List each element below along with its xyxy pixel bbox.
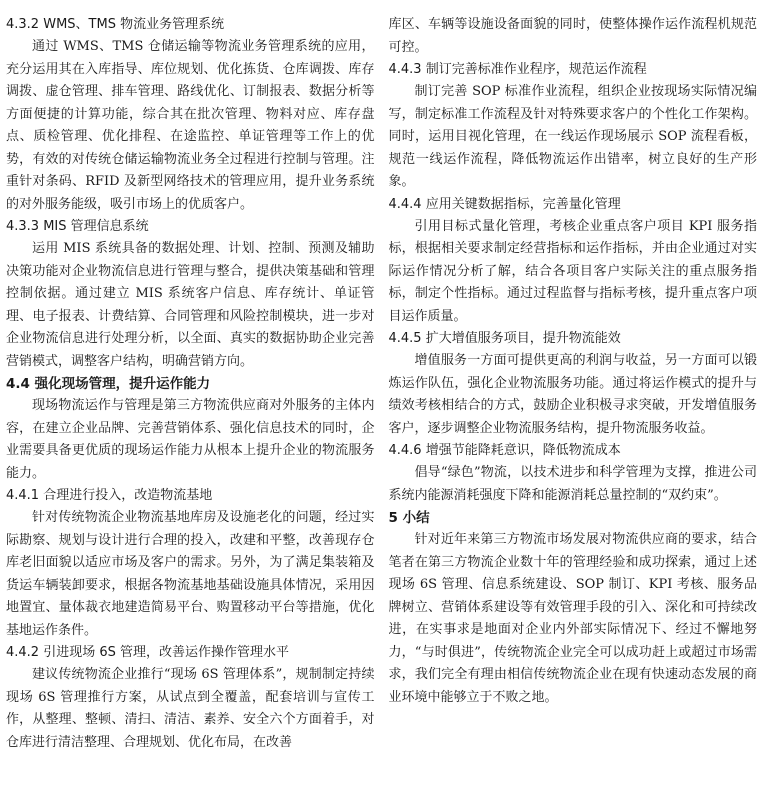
section-4-4-4-body: 引用目标式量化管理，考核企业重点客户项目 KPI 服务指标，根据相关要求制定经营指标和运作指标，并由企业通过对实际运作情况分析了解，结合各项目客户实际关注的重点服务指标，制定个性指标。通过过程监督与指标考核，提升重点客户项目运作质量。: [388, 218, 757, 324]
section-5-body: 针对近年来第三方物流市场发展对物流供应商的要求，结合笔者在第三方物流企业数十年的管理经验和成功探索，通过上述现场 6S 管理、信息系统建设、SOP 制订、KPI 考核、服务品牌树立、营销体系建设等有效管理手段的引入、深化和可持续改进，在实事求是地面对企业内外部实际情况下、经过不懈地努力，“与时俱进”，传统物流企业完全可以成功赶上或超过市场需求，我们完全有理由相信传统物流企业在现有快速动态发展的商业环境中能够立于不败之地。: [388, 532, 757, 705]
section-4-4-body: 现场物流运作与管理是第三方物流供应商对外服务的主体内容，在建立企业品牌、完善营销体系、强化信息技术的同时，企业需要具备更优质的现场运作能力从根本上提升企业的物流服务能力。: [6, 398, 375, 481]
section-4-4-6-body: 倡导“绿色”物流，以技术进步和科学管理为支撑，推进公司系统内能源消耗强度下降和能源消耗总量控制的“双约束”。: [388, 465, 757, 503]
section-4-3-3-heading: 4.3.3 MIS 管理信息系统: [6, 219, 149, 234]
right-column: [389, 14, 758, 794]
section-4-3-2-heading: 4.3.2 WMS、TMS 物流业务管理系统: [6, 17, 225, 32]
section-5-heading: 5 小结: [388, 510, 430, 526]
section-4-4-1-heading: 4.4.1 合理进行投入，改造物流基地: [6, 488, 213, 503]
section-4-4-6-heading: 4.4.6 增强节能降耗意识，降低物流成本: [388, 443, 621, 458]
section-4-4-2-body-continued: 库区、车辆等设施设备面貌的同时，使整体操作运作流程机规范可控。: [388, 17, 757, 55]
section-4-4-heading: 4.4 强化现场管理，提升运作能力: [6, 376, 211, 392]
section-4-3-2-body: 通过 WMS、TMS 仓储运输等物流业务管理系统的应用，充分运用其在入库指导、库位规划、优化拣货、仓库调拨、库存调拨、虚仓管理、排车管理、路线优化、订制报表、数据分析等方面便捷的计算功能，综合其在批次管理、物料对应、库存盘点、质检管理、优化排程、在途监控、单证管理等工作上的优势，有效的对传统仓储运输物流业务全过程进行控制与管理。注重针对条码、RFID 及新型网络技术的管理应用，提升业务系统的对外服务能级，吸引市场上的优质客户。: [6, 39, 375, 212]
section-4-4-2-heading: 4.4.2 引进现场 6S 管理，改善运作操作管理水平: [6, 645, 289, 660]
section-4-4-3-heading: 4.4.3 制订完善标准作业程序，规范运作流程: [388, 62, 647, 77]
left-column: [6, 14, 375, 794]
section-4-4-1-body: 针对传统物流企业物流基地库房及设施老化的问题，经过实际勘察、规划与设计进行合理的投入，改建和平整，改善现存仓库老旧面貌以适应市场及客户的需求。另外，为了满足集装箱及货运车辆装卸要求，根据各物流基地基础设施具体情况，采用因地置宜、量体裁衣地建造简易平台、购置移动平台等措施，优化基地运作条件。: [6, 510, 375, 638]
section-4-4-3-body: 制订完善 SOP 标准作业流程，组织企业按现场实际情况编写，制定标准工作流程及针对特殊要求客户的个性化工作架构。同时，运用目视化管理，在一线运作现场展示 SOP 流程看板，规范一线运作流程，降低物流运作出错率，树立良好的生产形象。: [388, 84, 757, 189]
section-4-4-2-body: 建议传统物流企业推行“现场 6S 管理体系”，规制制定持续现场 6S 管理推行方案，从试点到全覆盖，配套培训与宣传工作，从整理、整顿、清扫、清洁、素养、安全六个方面着手，对仓库进行清洁整理、合理规划、优化布局，在改善: [6, 667, 375, 750]
section-4-4-5-body: 增值服务一方面可提供更高的利润与收益，另一方面可以锻炼运作队伍，强化企业物流服务功能。通过将运作模式的提升与绩效考核相结合的方式，鼓励企业积极寻求突破，开发增值服务客户，逐步调整企业物流服务结构，提升物流服务收益。: [388, 353, 757, 436]
section-4-4-4-heading: 4.4.4 应用关键数据指标，完善量化管理: [388, 196, 621, 212]
section-4-4-5-heading: 4.4.5 扩大增值服务项目，提升物流能效: [388, 331, 621, 346]
section-4-3-3-body: 运用 MIS 系统具备的数据处理、计划、控制、预测及辅助决策功能对企业物流信息进行管理与整合，提供决策基础和管理控制依据。通过建立 MIS 系统客户信息、库存统计、单证管理、电子报表、计费结算、合同管理和风险控制模块，进一步对企业物流信息进行处理分析，以全面、真实的数据协助企业完善营销模式，调整客户结构，明确营销方向。: [6, 241, 375, 369]
